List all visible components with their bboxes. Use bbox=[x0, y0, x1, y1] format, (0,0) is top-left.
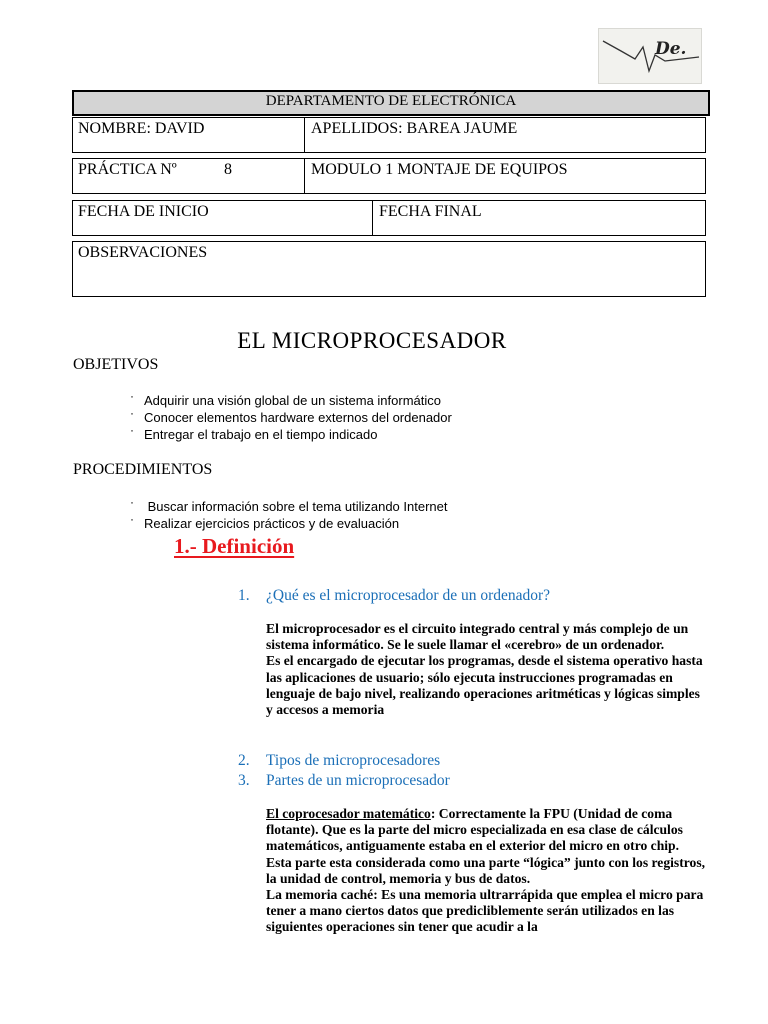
divider bbox=[304, 159, 305, 193]
list-item: · Entregar el trabajo en el tiempo indicado bbox=[144, 426, 452, 443]
observaciones-row bbox=[72, 241, 706, 297]
fecha-inicio-cell: FECHA DE INICIO bbox=[78, 203, 209, 220]
nombre-cell: NOMBRE: DAVID bbox=[78, 120, 205, 137]
question-number: 2. bbox=[238, 752, 250, 769]
question-2 bbox=[238, 752, 440, 770]
paragraph: La memoria caché: Es una memoria ultrarrápida que emplea el micro para tener a mano ciertos datos que predicliblemente serán utilizados en las siguientes operaciones sin tener que acudir a la bbox=[266, 887, 704, 935]
name-row bbox=[72, 117, 706, 153]
objetivos-heading: OBJETIVOS bbox=[73, 356, 159, 373]
list-item: · Realizar ejercicios prácticos y de evaluación bbox=[144, 515, 448, 532]
page-title: EL MICROPROCESADOR bbox=[237, 328, 507, 353]
logo bbox=[598, 28, 702, 84]
question-text: Partes de un microprocesador bbox=[266, 772, 450, 789]
answer-1 bbox=[266, 621, 706, 718]
logo-text: De. bbox=[655, 39, 687, 59]
practica-number: 8 bbox=[224, 161, 232, 178]
procedimientos-list bbox=[130, 498, 448, 532]
objetivos-list bbox=[130, 392, 452, 443]
fecha-final-cell: FECHA FINAL bbox=[379, 203, 482, 220]
apellidos-cell: APELLIDOS: BAREA JAUME bbox=[311, 120, 518, 137]
list-item: · Conocer elementos hardware externos del ordenador bbox=[144, 409, 452, 426]
question-number: 1. bbox=[238, 587, 250, 604]
department-header: DEPARTAMENTO DE ELECTRÓNICA bbox=[72, 90, 710, 116]
practica-cell: PRÁCTICA Nº bbox=[78, 161, 177, 178]
coprocesador-label: El coprocesador matemático bbox=[266, 806, 431, 821]
paragraph: Es el encargado de ejecutar los programas, desde el sistema operativo hasta las aplicaciones de usuario; sólo ejecuta instrucciones programadas en lenguaje de bajo nivel, realizando operaciones aritméticas y lógicas simples y accesos a memoria bbox=[266, 653, 703, 718]
answer-3 bbox=[266, 806, 706, 936]
observaciones-cell: OBSERVACIONES bbox=[78, 244, 208, 261]
modulo-cell: MODULO 1 MONTAJE DE EQUIPOS bbox=[311, 161, 568, 178]
fecha-row bbox=[72, 200, 706, 236]
coprocesador-text: : Correctamente la FPU (Unidad de coma flotante). Que es la parte del micro especializada en esa clase de cálculos matemáticos, antiguamente estaba en el exterior del micro en otro chip. Esta parte esta considerada como una parte “lógica” junto con los registros, la unidad de control, memoria y bus de datos. bbox=[266, 806, 706, 886]
question-1 bbox=[238, 587, 550, 605]
paragraph: El microprocesador es el circuito integrado central y más complejo de un sistema informático. Se le suele llamar el «cerebro» de un ordenador. bbox=[266, 621, 689, 653]
question-number: 3. bbox=[238, 772, 250, 789]
question-3 bbox=[238, 772, 450, 790]
section-heading: 1.- Definición bbox=[174, 534, 295, 558]
divider bbox=[372, 201, 373, 235]
divider bbox=[304, 118, 305, 152]
practica-row bbox=[72, 158, 706, 194]
procedimientos-heading: PROCEDIMIENTOS bbox=[73, 461, 213, 478]
paragraph bbox=[266, 806, 706, 887]
question-text: ¿Qué es el microprocesador de un ordenador? bbox=[266, 587, 551, 604]
question-text: Tipos de microprocesadores bbox=[266, 752, 441, 769]
list-item: · Adquirir una visión global de un sistema informático bbox=[144, 392, 452, 409]
list-item: · Buscar información sobre el tema utilizando Internet bbox=[144, 498, 448, 515]
